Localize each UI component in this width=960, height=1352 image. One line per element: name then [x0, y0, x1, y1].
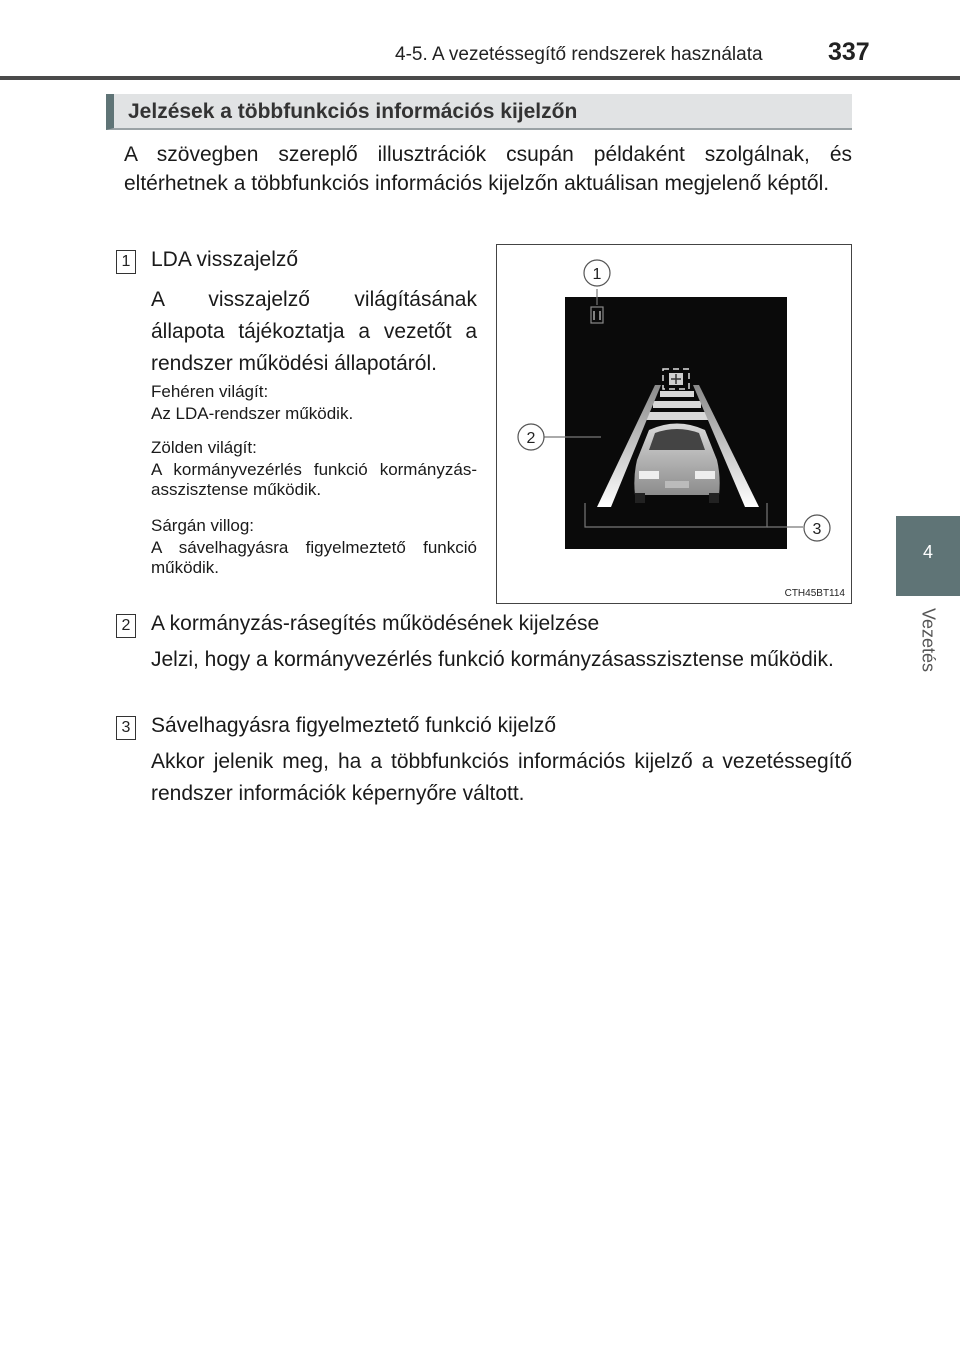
page-number: 337: [828, 38, 870, 66]
item-1-sub-1-label: Fehéren világít:: [151, 382, 269, 401]
item-1-sub-1-text: Az LDA-rendszer működik.: [151, 404, 354, 423]
header-rule: [0, 76, 960, 80]
section-header: [106, 94, 852, 130]
item-2-number: 2: [116, 614, 136, 638]
item-2-description: Jelzi, hogy a kormányvezérlés funkció kormányzásasszisztense működik.: [151, 648, 834, 671]
chapter-number: 4: [922, 542, 933, 562]
callout-2-label: 2: [526, 430, 536, 447]
display-screen: [565, 297, 787, 549]
car-icon: [634, 424, 719, 504]
display-illustration: [496, 244, 852, 604]
item-2-title: A kormányzás-rásegítés működésének kijelzése: [151, 612, 600, 635]
display-illustration-graphic: [497, 245, 853, 605]
item-1-sub-2-label: Zölden világít:: [151, 438, 257, 457]
item-3-description: Akkor jelenik meg, ha a többfunkciós információs kijelző a vezetéssegítő rendszer információk képernyőre váltott.: [151, 750, 852, 805]
figure-code: CTH45BT114: [784, 588, 845, 599]
item-1-sub-2-text: A kormányvezérlés funkció kormányzás-asszisztense működik.: [151, 460, 477, 499]
callout-1-label: 1: [592, 266, 602, 283]
item-1-title: LDA visszajelző: [151, 248, 299, 271]
chapter-label: Vezetés: [918, 607, 939, 673]
item-1-description: A visszajelző világításának állapota tájékoztatja a vezetőt a rendszer működési állapotáról.: [151, 288, 477, 375]
item-1-sub-3-label: Sárgán villog:: [151, 516, 255, 535]
section-title: Jelzések a többfunkciós információs kijelzőn: [128, 100, 578, 123]
running-header-title: 4-5. A vezetéssegítő rendszerek használata: [395, 44, 763, 65]
item-3-title: Sávelhagyásra figyelmeztető funkció kijelző: [151, 714, 557, 737]
chapter-tab[interactable]: [896, 516, 960, 596]
section-intro: A szövegben szereplő illusztrációk csupán példaként szolgálnak, és eltérhetnek a többfunkciós információs kijelzőn aktuálisan megjelenő képtől.: [124, 143, 852, 195]
item-3-number: 3: [116, 716, 136, 740]
item-1-number: 1: [116, 250, 136, 274]
item-1-sub-3-text: A sávelhagyásra figyelmeztető funkció működik.: [151, 538, 477, 577]
callout-3-label: 3: [812, 521, 822, 538]
